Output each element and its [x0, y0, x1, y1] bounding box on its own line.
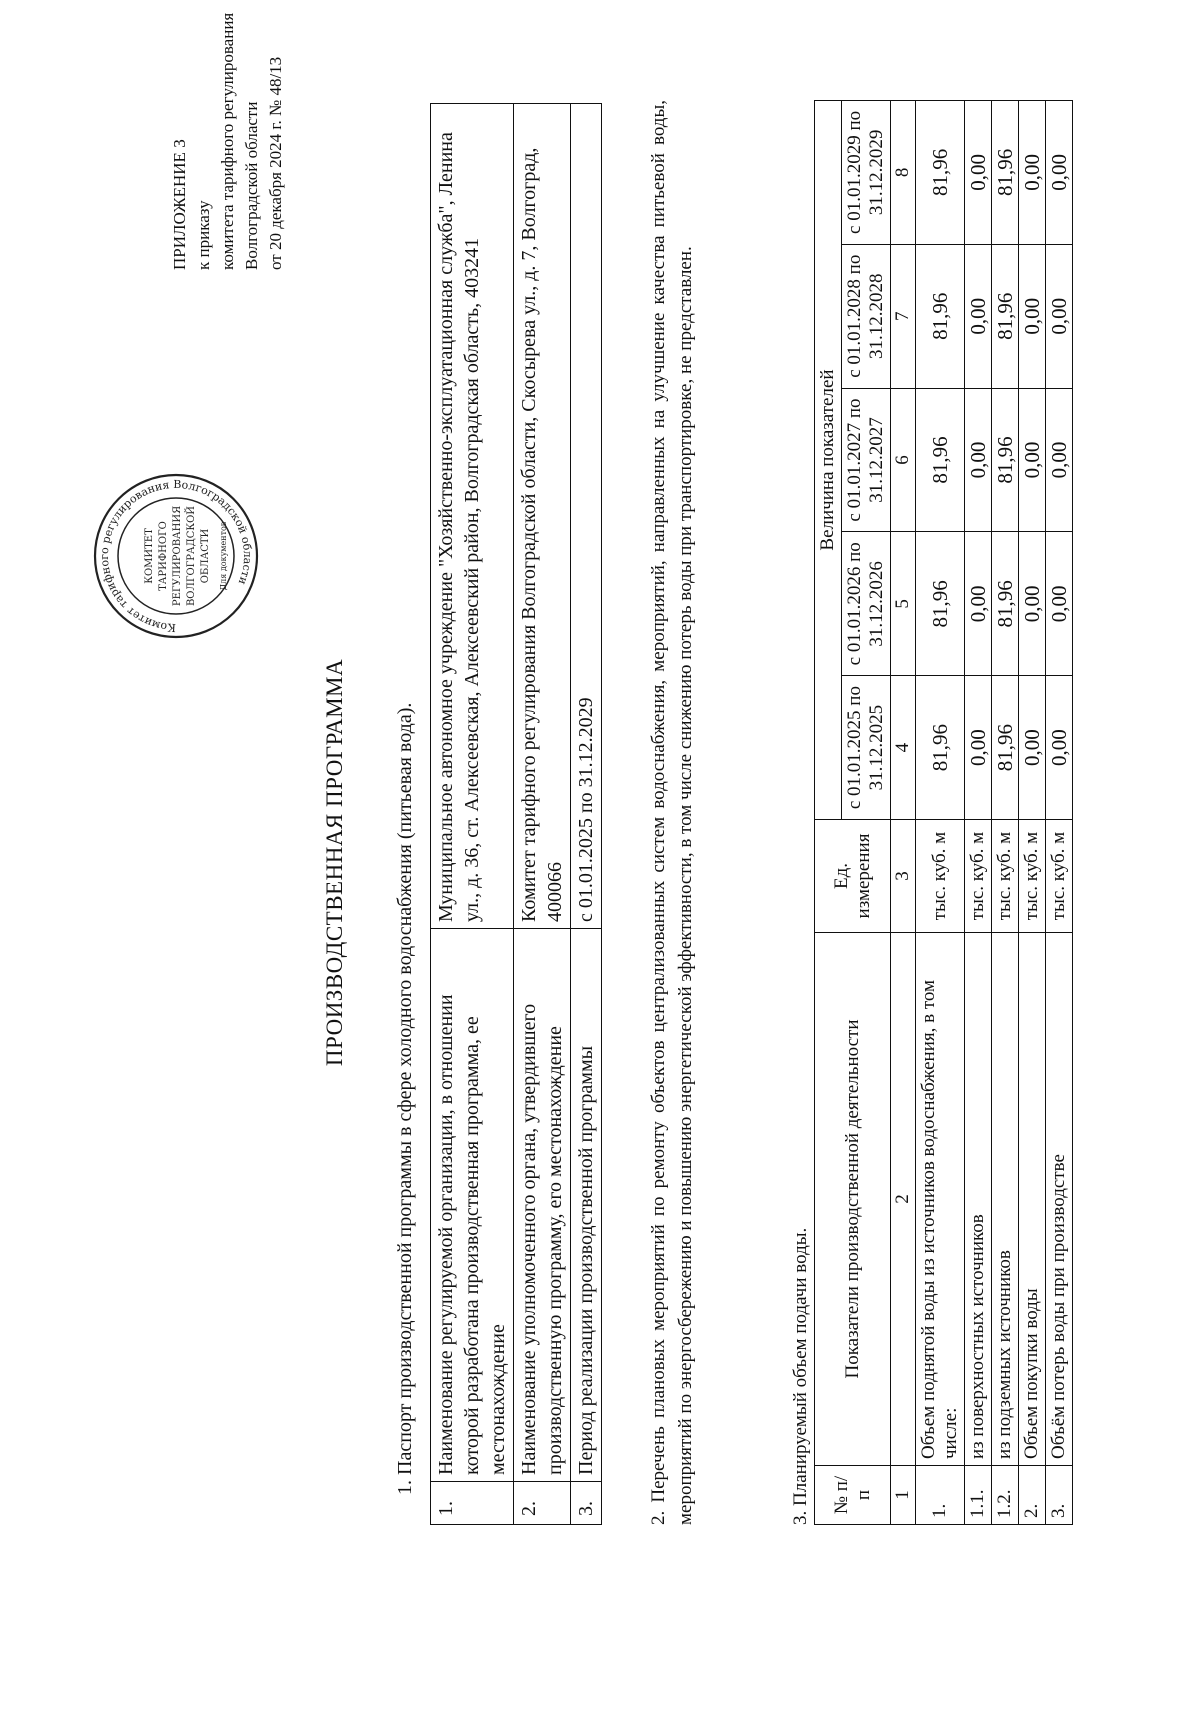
water-volume-table	[814, 100, 1073, 1525]
column-index: 8	[891, 101, 916, 245]
passport-table	[430, 103, 602, 1525]
table-header-row	[815, 101, 842, 1525]
row-value: 81,96	[916, 676, 965, 820]
stamp-line: КОМИТЕТ	[144, 528, 155, 584]
header-period: с 01.01.2028 по 31.12.2028	[842, 244, 891, 388]
row-value: 0,00	[1046, 244, 1073, 388]
header-num: № п/п	[815, 1466, 891, 1525]
row-indicator: Объем поднятой воды из источников водоснабжения, в том числе:	[916, 933, 965, 1466]
row-indicator: из подземных источников	[992, 933, 1019, 1466]
row-value: 0,00	[1046, 388, 1073, 532]
header-period: с 01.01.2025 по 31.12.2025	[842, 676, 891, 820]
row-unit: тыс. куб. м	[1019, 820, 1046, 933]
row-number: 1.1.	[965, 1466, 992, 1525]
row-value: 81,96	[992, 676, 1019, 820]
section2-text: 2. Перечень плановых мероприятий по ремонту объектов централизованных систем водоснабжения, мероприятий, направленных на улучшение качества питьевой воды, мероприятий по энергосбережению и повышению энергетической эффективности, в том числе снижению потерь воды при транспортировке, не представлен.	[648, 100, 696, 1525]
row-value: 0,00	[1019, 244, 1046, 388]
table-row	[1019, 101, 1046, 1525]
row-indicator: Объём потерь воды при производстве	[1046, 933, 1073, 1466]
table-row	[1046, 101, 1073, 1525]
row-number: 2.	[514, 1482, 571, 1525]
table-row	[514, 104, 571, 1525]
row-number: 1.	[431, 1482, 514, 1525]
section3-title: 3. Планируемый объем подачи воды.	[790, 1227, 811, 1525]
row-number: 3.	[571, 1482, 602, 1525]
column-index: 3	[891, 820, 916, 933]
column-index-row	[891, 101, 916, 1525]
row-unit: тыс. куб. м	[916, 820, 965, 933]
stamp-ring-text: Комитет тарифного регулирования Волгоградской области	[97, 477, 255, 635]
row-unit: тыс. куб. м	[992, 820, 1019, 933]
row-value: с 01.01.2025 по 31.12.2029	[571, 104, 602, 929]
row-label: Наименование уполномоченного органа, утвердившего производственную программу, его местонахождение	[514, 929, 571, 1482]
appendix-line: к приказу	[194, 200, 213, 270]
row-value: 81,96	[916, 244, 965, 388]
row-number: 1.	[916, 1466, 965, 1525]
row-value: 0,00	[1019, 101, 1046, 245]
column-index: 1	[891, 1466, 916, 1525]
appendix-line: ПРИЛОЖЕНИЕ 3	[170, 139, 189, 270]
row-value: 81,96	[916, 101, 965, 245]
appendix-line: от 20 декабря 2024 г. № 48/13	[266, 56, 285, 270]
row-value: 0,00	[1019, 676, 1046, 820]
row-value: 0,00	[1046, 532, 1073, 676]
header-period: с 01.01.2029 по 31.12.2029	[842, 101, 891, 245]
table-row	[965, 101, 992, 1525]
header-period: с 01.01.2027 по 31.12.2027	[842, 388, 891, 532]
row-indicator: из поверхностных источников	[965, 933, 992, 1466]
row-value: Комитет тарифного регулирования Волгоградской области, Скосырева ул., д. 7, Волгоград, 400066	[514, 104, 571, 929]
appendix-block	[168, 10, 288, 270]
row-value: 81,96	[992, 101, 1019, 245]
row-unit: тыс. куб. м	[1046, 820, 1073, 933]
row-value: 81,96	[992, 532, 1019, 676]
row-value: 81,96	[916, 388, 965, 532]
row-value: 81,96	[916, 532, 965, 676]
row-number: 3.	[1046, 1466, 1073, 1525]
row-indicator: Объем покупки воды	[1019, 933, 1046, 1466]
column-index: 4	[891, 676, 916, 820]
row-value: 0,00	[1046, 676, 1073, 820]
stamp-line: РЕГУЛИРОВАНИЯ	[172, 505, 183, 607]
stamp-line: ОБЛАСТИ	[200, 528, 211, 584]
column-index: 6	[891, 388, 916, 532]
table-row	[916, 101, 965, 1525]
stamp-line: ТАРИФНОГО	[158, 521, 169, 591]
row-value: 0,00	[965, 532, 992, 676]
row-number: 1.2.	[992, 1466, 1019, 1525]
row-value: 81,96	[992, 244, 1019, 388]
row-number: 2.	[1019, 1466, 1046, 1525]
row-value: 0,00	[1046, 101, 1073, 245]
row-label: Период реализации производственной программы	[571, 929, 602, 1482]
row-value: 0,00	[1019, 532, 1046, 676]
row-unit: тыс. куб. м	[965, 820, 992, 933]
row-label: Наименование регулируемой организации, в отношении которой разработана производственная программа, ее местонахождение	[431, 929, 514, 1482]
appendix-line: комитета тарифного регулирования	[218, 12, 237, 270]
official-stamp-icon	[92, 472, 260, 640]
table-row	[992, 101, 1019, 1525]
row-value: 0,00	[965, 101, 992, 245]
header-period: с 01.01.2026 по 31.12.2026	[842, 532, 891, 676]
row-value: 81,96	[992, 388, 1019, 532]
appendix-line: Волгоградской области	[242, 101, 261, 270]
column-index: 7	[891, 244, 916, 388]
column-index: 5	[891, 532, 916, 676]
header-values-group: Величина показателей	[815, 101, 842, 820]
table-row	[431, 104, 514, 1525]
stamp-bottom-text: Для документов	[219, 521, 228, 591]
section1-title: 1. Паспорт производственной программы в сфере холодного водоснабжения (питьевая вода).	[394, 702, 416, 1495]
document-title: ПРОИЗВОДСТВЕННАЯ ПРОГРАММА	[322, 658, 347, 1067]
row-value: 0,00	[1019, 388, 1046, 532]
row-value: 0,00	[965, 388, 992, 532]
header-unit: Ед. измерения	[815, 820, 891, 933]
header-indicator: Показатели производственной деятельности	[815, 933, 891, 1466]
row-value: 0,00	[965, 676, 992, 820]
column-index: 2	[891, 933, 916, 1466]
table-row	[571, 104, 602, 1525]
row-value: Муниципальное автономное учреждение "Хозяйственно-эксплуатационная служба", Ленина ул., д. 36, ст. Алексеевская, Алексеевский район, Волгоградская область, 403241	[431, 104, 514, 929]
stamp-line: ВОЛГОГРАДСКОЙ	[186, 505, 197, 607]
row-value: 0,00	[965, 244, 992, 388]
